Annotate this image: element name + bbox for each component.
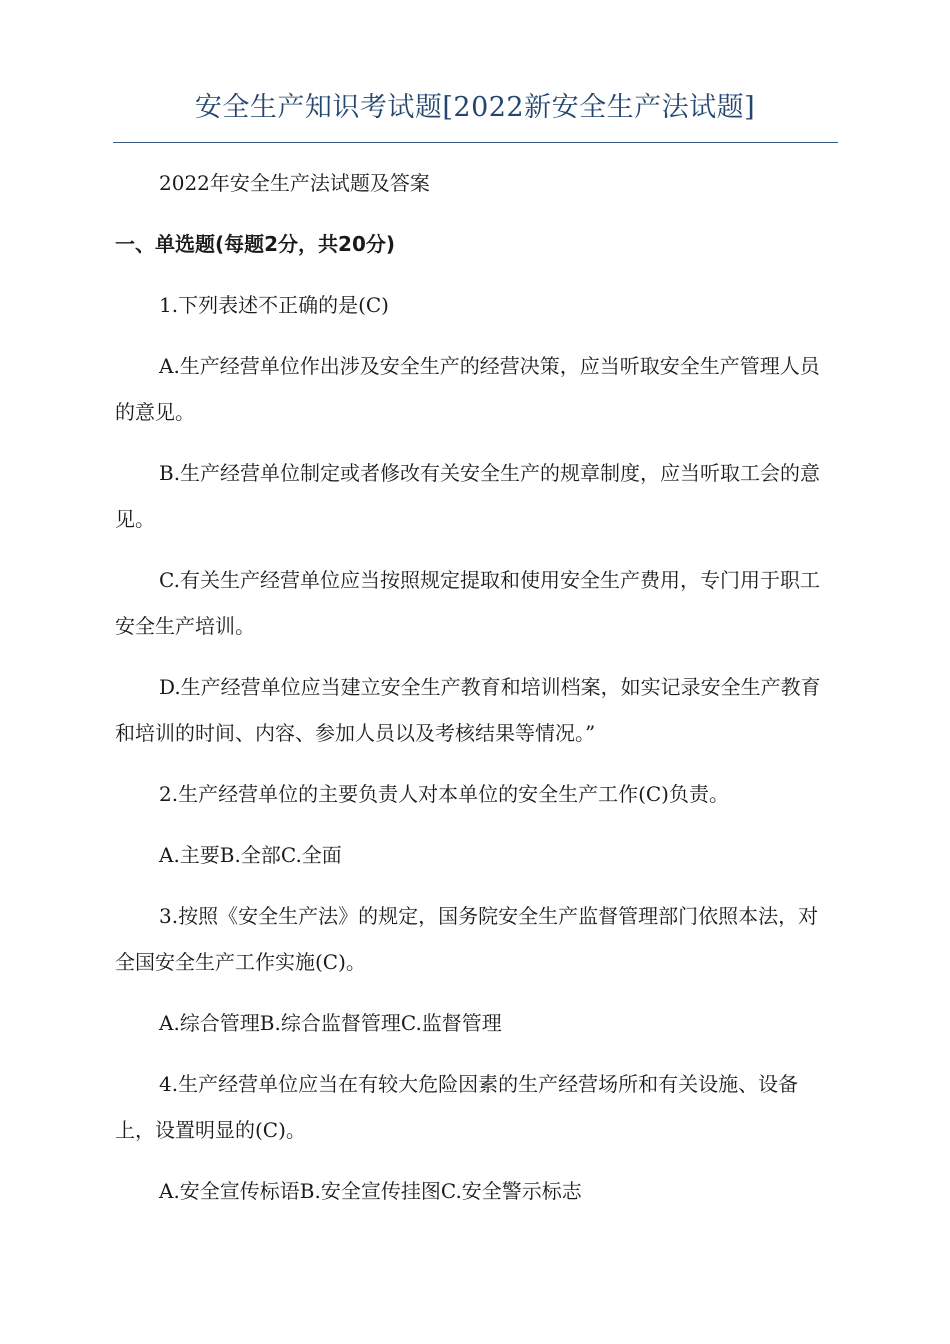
question-2-options: A.主要B.全部C.全面 [159,843,342,867]
question-1-option-c: C.有关生产经营单位应当按照规定提取和使用安全生产费用，专门用于职工安全生产培训。 [115,568,820,638]
question-1: 1.下列表述不正确的是(C) [159,293,389,317]
title-divider [113,142,838,143]
section-heading: 一、单选题(每题2分，共20分) [115,232,396,256]
question-4-options: A.安全宣传标语B.安全宣传挂图C.安全警示标志 [159,1179,582,1203]
document-subtitle: 2022年安全生产法试题及答案 [159,171,430,195]
document-title: 安全生产知识考试题[2022新安全生产法试题] [194,92,756,123]
question-3: 3.按照《安全生产法》的规定，国务院安全生产监督管理部门依照本法，对全国安全生产工作实施(C)。 [115,904,819,974]
question-3-options: A.综合管理B.综合监督管理C.监督管理 [159,1011,502,1035]
question-1-option-d: D.生产经营单位应当建立安全生产教育和培训档案，如实记录安全生产教育和培训的时间、内容、参加人员以及考核结果等情况。” [115,675,821,745]
question-4: 4.生产经营单位应当在有较大危险因素的生产经营场所和有关设施、设备上，设置明显的(C)。 [115,1072,799,1142]
question-1-option-a: A.生产经营单位作出涉及安全生产的经营决策，应当听取安全生产管理人员的意见。 [115,354,820,424]
question-2: 2.生产经营单位的主要负责人对本单位的安全生产工作(C)负责。 [159,782,729,806]
question-1-option-b: B.生产经营单位制定或者修改有关安全生产的规章制度，应当听取工会的意见。 [115,461,821,531]
document-body [115,160,837,1229]
